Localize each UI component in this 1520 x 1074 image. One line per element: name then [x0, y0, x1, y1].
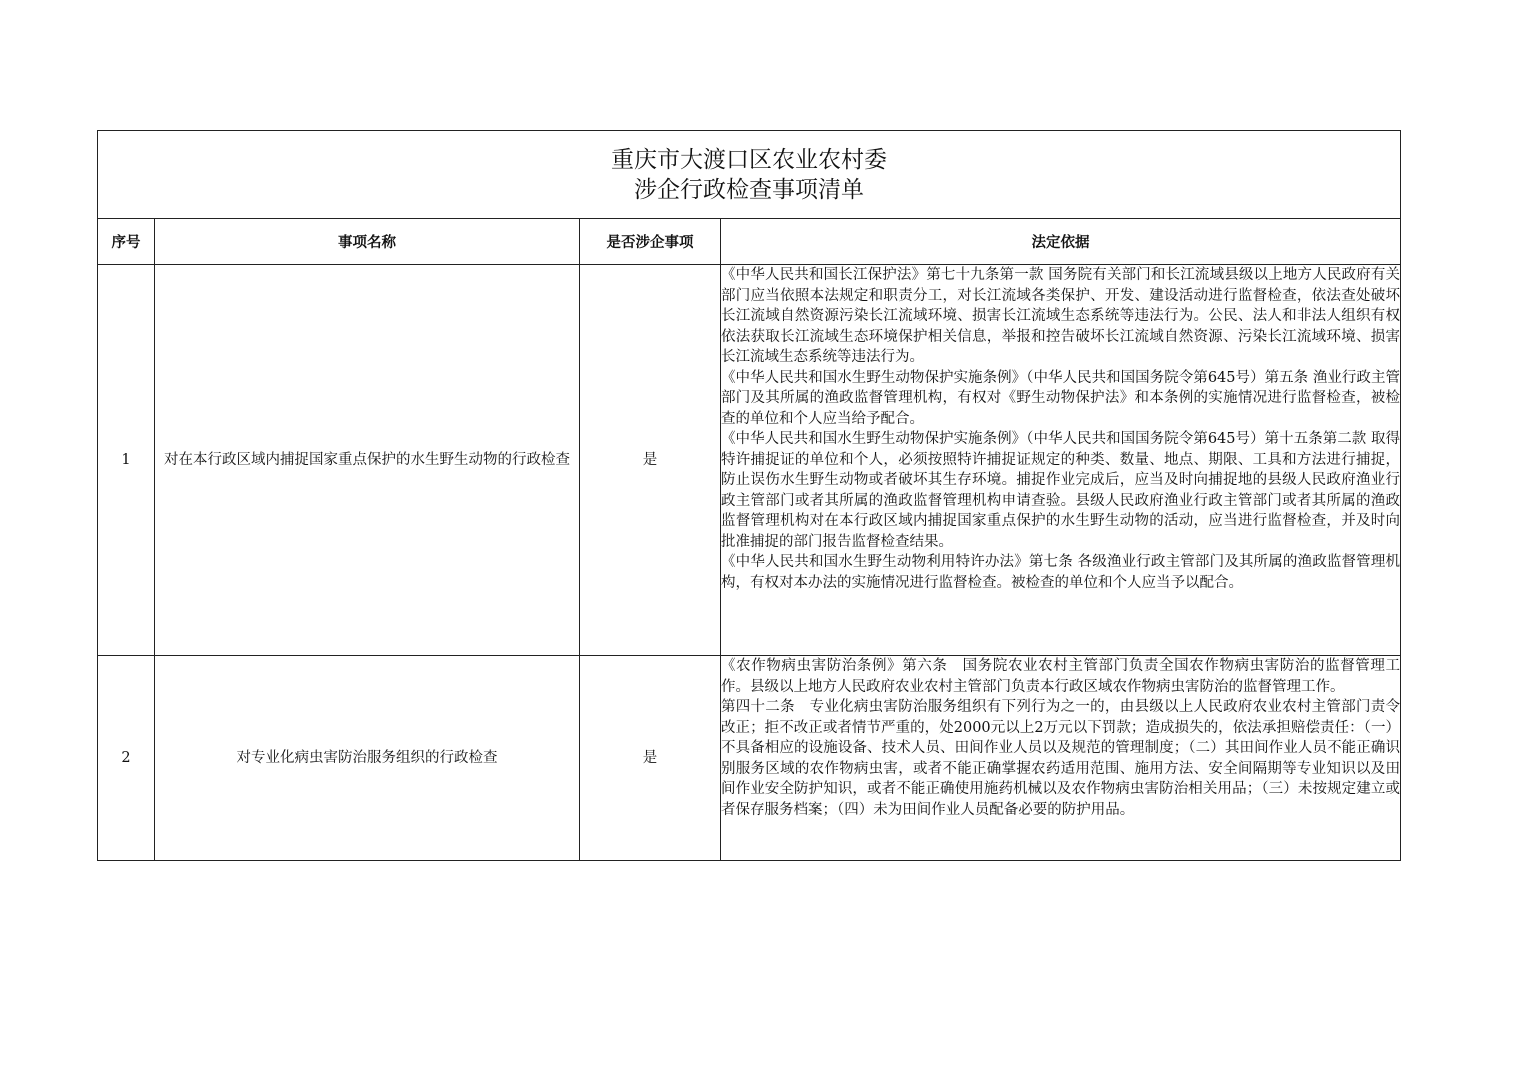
page-title [98, 131, 1401, 219]
legal-basis-paragraph: 《中华人民共和国水生野生动物保护实施条例》（中华人民共和国国务院令第645号）第十五条第二款 取得特许捕捉证的单位和个人，必须按照特许捕捉证规定的种类、数量、地点、期限、工具和方法进行捕捉，防止误伤水生野生动物或者破坏其生存环境。捕捉作业完成后，应当及时向捕捉地的县级人民政府渔业行政主管部门或者其所属的渔政监督管理机构申请查验。县级人民政府渔业行政主管部门或者其所属的渔政监督管理机构对在本行政区域内捕捉国家重点保护的水生野生动物的活动，应当进行监督检查，并及时向批准捕捉的部门报告监督检查结果。 [721, 431, 1400, 550]
header-item-name: 事项名称 [155, 219, 580, 265]
title-line-2: 涉企行政检查事项清单 [634, 176, 864, 203]
row-index: 1 [98, 265, 155, 656]
header-enterprise-related: 是否涉企事项 [580, 219, 721, 265]
row-legal-basis [721, 656, 1401, 861]
row-legal-basis [721, 265, 1401, 656]
legal-basis-paragraph: 《中华人民共和国水生野生动物利用特许办法》第七条 各级渔业行政主管部门及其所属的渔政监督管理机构，有权对本办法的实施情况进行监督检查。被检查的单位和个人应当予以配合。 [721, 554, 1400, 591]
header-index: 序号 [98, 219, 155, 265]
legal-basis-paragraph: 《农作物病虫害防治条例》第六条 国务院农业农村主管部门负责全国农作物病虫害防治的监督管理工作。县级以上地方人民政府农业农村主管部门负责本行政区域农作物病虫害防治的监督管理工作。 [721, 658, 1400, 695]
legal-basis-paragraph: 第四十二条 专业化病虫害防治服务组织有下列行为之一的，由县级以上人民政府农业农村主管部门责令改正；拒不改正或者情节严重的，处2000元以上2万元以下罚款；造成损失的，依法承担赔偿责任：（一）不具备相应的设施设备、技术人员、田间作业人员以及规范的管理制度；（二）其田间作业人员不能正确识别服务区域的农作物病虫害，或者不能正确掌握农药适用范围、施用方法、安全间隔期等专业知识以及田间作业安全防护知识，或者不能正确使用施药机械以及农作物病虫害防治相关用品；（三）未按规定建立或者保存服务档案；（四）未为田间作业人员配备必要的防护用品。 [721, 699, 1400, 818]
row-item-name: 对在本行政区域内捕捉国家重点保护的水生野生动物的行政检查 [155, 265, 580, 656]
header-legal-basis: 法定依据 [721, 219, 1401, 265]
title-row [98, 131, 1401, 219]
row-enterprise-flag: 是 [580, 265, 721, 656]
row-item-name: 对专业化病虫害防治服务组织的行政检查 [155, 656, 580, 861]
inspection-items-table [97, 130, 1401, 861]
title-line-1: 重庆市大渡口区农业农村委 [611, 146, 887, 173]
legal-basis-paragraph: 《中华人民共和国水生野生动物保护实施条例》（中华人民共和国国务院令第645号）第五条 渔业行政主管部门及其所属的渔政监督管理机构，有权对《野生动物保护法》和本条例的实施情况进行监督检查，被检查的单位和个人应当给予配合。 [721, 369, 1400, 427]
table-row [98, 656, 1401, 861]
header-row [98, 219, 1401, 265]
legal-basis-paragraph: 《中华人民共和国长江保护法》第七十九条第一款 国务院有关部门和长江流域县级以上地方人民政府有关部门应当依照本法规定和职责分工，对长江流域各类保护、开发、建设活动进行监督检查，依法查处破坏长江流域自然资源污染长江流域环境、损害长江流域生态系统等违法行为。公民、法人和非法人组织有权依法获取长江流域生态环境保护相关信息，举报和控告破坏长江流域自然资源、污染长江流域环境、损害长江流域生态系统等违法行为。 [721, 267, 1400, 365]
row-enterprise-flag: 是 [580, 656, 721, 861]
table-row [98, 265, 1401, 656]
row-index: 2 [98, 656, 155, 861]
